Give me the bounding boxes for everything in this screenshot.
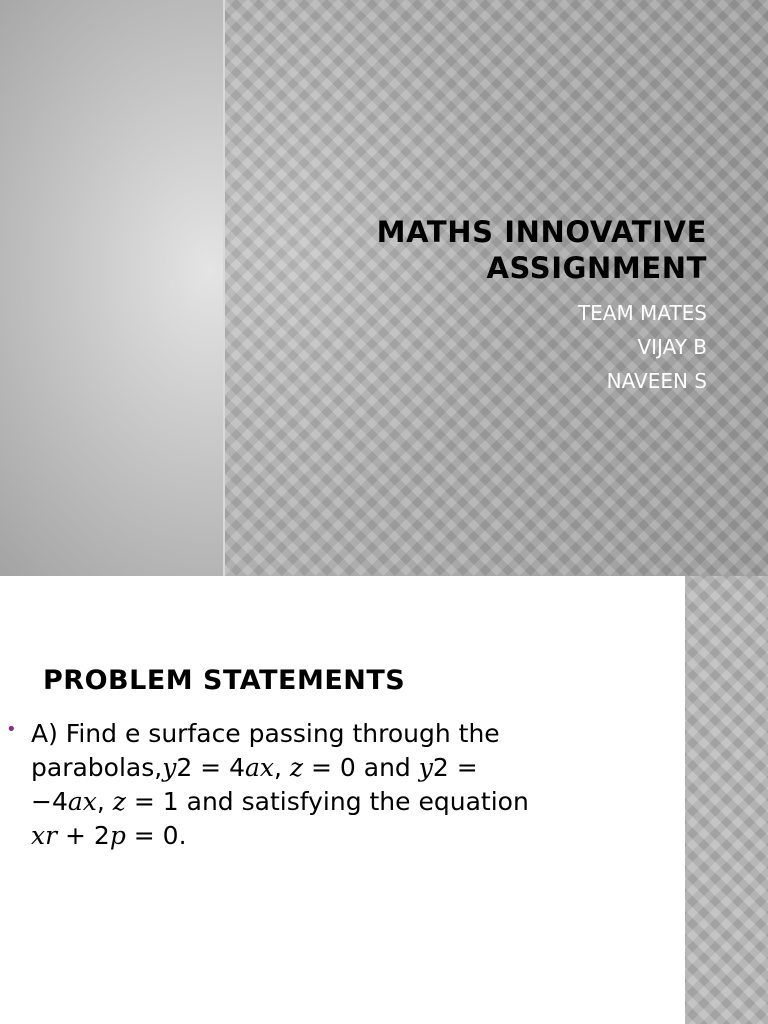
problem-statement [31,717,631,853]
math-var: z [289,753,304,782]
textured-side-strip [685,576,768,1024]
problem-text: = 0 and [303,753,419,782]
slide-title [247,214,707,286]
slide-title-line-1: MATHS INNOVATIVE [376,215,707,249]
math-var: ax [67,787,97,816]
problem-text: = 1 and satisfying the equation [125,787,529,816]
problem-line-4 [31,819,631,853]
problem-line-1 [31,717,631,751]
left-gradient-panel [0,0,223,576]
math-var: ax [244,753,274,782]
problem-text: −4 [31,787,68,816]
subtitle-member-1: VIJAY B [637,335,707,359]
textured-title-panel [225,0,768,576]
slide-title-line-2: ASSIGNMENT [486,251,707,285]
bullet-dot-icon: • [6,719,17,740]
math-var: xr [31,821,58,850]
problem-text: , [96,787,113,816]
problem-text: , [274,753,290,782]
math-var: p [109,821,126,850]
slide-subtitle [307,296,707,398]
math-var: y [418,753,433,782]
problem-text: parabolas, [31,753,163,782]
problem-text: A) Find e surface passing through the [31,719,500,748]
problem-text: = 0. [125,821,187,850]
math-var: y [162,753,177,782]
problem-text: 2 = 4 [176,753,245,782]
subtitle-member-2: NAVEEN S [606,369,707,393]
problem-line-3 [31,785,631,819]
problem-text: 2 = [432,753,478,782]
problem-heading: PROBLEM STATEMENTS [43,665,406,696]
problem-line-2 [31,751,631,785]
math-var: z [112,787,126,816]
subtitle-team-mates: TEAM MATES [577,301,707,325]
problem-text: + 2 [57,821,110,850]
problem-slide [0,576,768,1024]
